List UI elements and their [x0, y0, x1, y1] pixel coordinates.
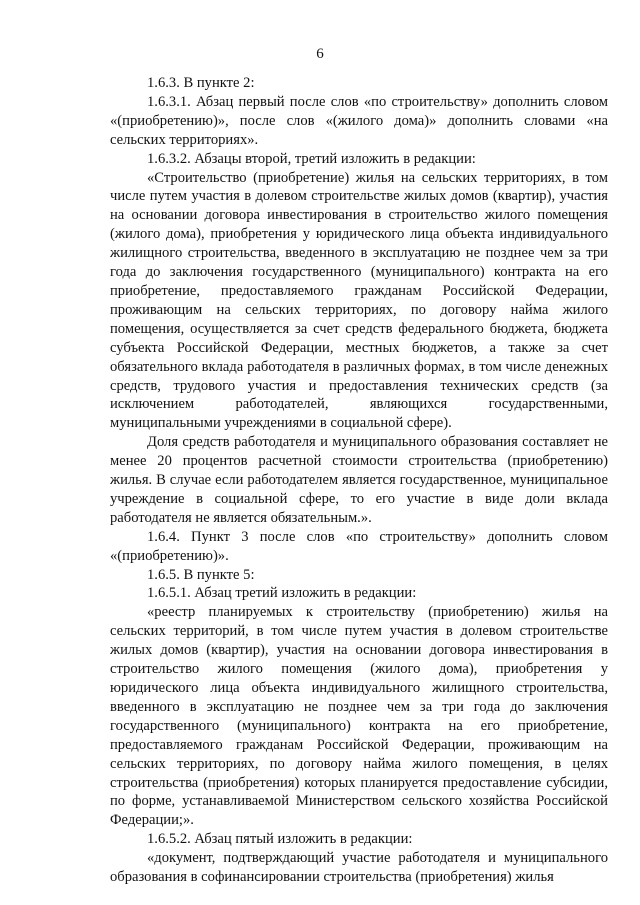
paragraph-quote-construction: «Строительство (приобретение) жилья на сельских территориях, в том числе путем участия в долевом строительстве жилых домов (квартир), участия на основании договора инвестирования в строительство жилого помещения (жилого дома), приобретения у юридического лица объекта индивидуального жилищного строительства, введенного в эксплуатацию не позднее чем за три года до заключения государственного (муниципального) контракта на его приобретение, предоставляемого гражданам Российской Федерации, проживающим на сельских территориях, по договору найма жилого помещения, осуществляется за счет средств федерального бюджета, бюджета субъекта Российской Федерации, местных бюджетов, а также за счет обязательного вклада работодателя в различных формах, в том числе денежных средств, трудового участия и предоставления технических средств (за исключением работодателей, являющихся государственными, муниципальными учреждениями в социальной сфере).	[110, 169, 608, 432]
paragraph-employer-share: Доля средств работодателя и муниципального образования составляет не менее 20 процентов расчетной стоимости строительства (приобретению) жилья. В случае если работодателем является государственное, муниципальное учреждение в социальной сфере, то его участие в виде доли вклада работодателя не является обязательным.».	[110, 434, 608, 526]
paragraph-1-6-5-2: 1.6.5.2. Абзац пятый изложить в редакции:	[147, 831, 413, 848]
paragraph-quote-document: «документ, подтверждающий участие работодателя и муниципального образования в софинансировании строительства (приобретения) жилья	[110, 850, 608, 886]
paragraph-1-6-3: 1.6.3. В пункте 2:	[147, 75, 255, 91]
paragraph-1-6-4: 1.6.4. Пункт 3 после слов «по строительству» дополнить словом «(приобретению)».	[110, 528, 608, 564]
paragraph-quote-registry: «реестр планируемых к строительству (приобретению) жилья на сельских территорий, в том числе путем участия в долевом строительстве жилых домов (квартир), участия на основании договора инвестирования в строительство жилого помещения (жилого дома), приобретения у юридического лица объекта индивидуального жилищного строительства, введенного в эксплуатацию не позднее чем за три года до заключения государственного (муниципального) контракта на его приобретение, предоставляемого гражданам Российской Федерации, проживающим на сельских территориях, по договору найма жилого помещения, в целях строительства (приобретения) которых планируется предоставление субсидии, по форме, устанавливаемой Министерством сельского хозяйства Российской Федерации;».	[110, 604, 608, 829]
page-number: 6	[316, 46, 324, 62]
document-body	[110, 74, 608, 887]
paragraph-1-6-3-2: 1.6.3.2. Абзацы второй, третий изложить в редакции:	[147, 150, 476, 167]
paragraph-1-6-3-1: 1.6.3.1. Абзац первый после слов «по строительству» дополнить словом «(приобретению)», после слов «(жилого дома)» дополнить словами «на сельских территориях».	[110, 93, 608, 148]
paragraph-1-6-5: 1.6.5. В пункте 5:	[147, 566, 255, 583]
paragraph-1-6-5-1: 1.6.5.1. Абзац третий изложить в редакции:	[147, 585, 417, 602]
